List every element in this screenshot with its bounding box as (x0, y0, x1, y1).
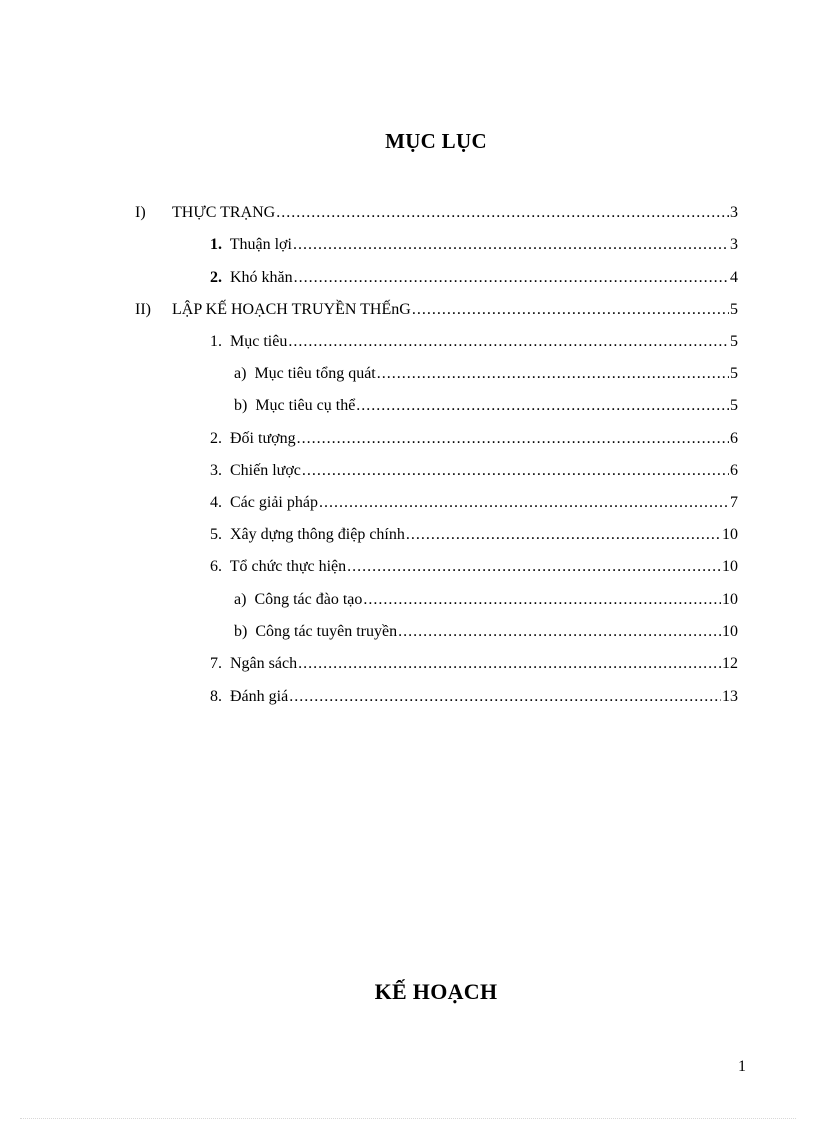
toc-label: Khó khăn (230, 269, 293, 286)
toc-number: 3. (210, 462, 222, 479)
toc-leader (406, 523, 721, 547)
toc-label: THỰC TRẠNG (172, 204, 276, 221)
toc-number: b) (234, 397, 248, 414)
toc-page: 3 (730, 204, 738, 221)
toc-row[interactable] (0, 298, 816, 322)
toc-leader (289, 685, 721, 709)
toc-leader (297, 427, 729, 451)
toc-label: Đánh giá (230, 688, 289, 705)
toc-leader (398, 620, 721, 644)
toc-leader (347, 555, 721, 579)
toc-page: 7 (730, 494, 738, 511)
toc-page: 3 (730, 236, 738, 253)
toc-row[interactable] (0, 652, 816, 676)
toc-page: 10 (722, 623, 738, 640)
toc-label: Chiến lược (230, 462, 301, 479)
toc-page: 4 (730, 269, 738, 286)
toc-number: 2. (210, 430, 222, 447)
toc-row[interactable] (0, 685, 816, 709)
toc-leader (363, 588, 721, 612)
toc-row[interactable] (0, 330, 816, 354)
toc-number: b) (234, 623, 248, 640)
section-title: KẾ HOẠCH (374, 979, 498, 1004)
toc-number: 4. (210, 494, 222, 511)
toc-leader (302, 459, 729, 483)
toc-row[interactable] (0, 523, 816, 547)
toc-label: Các giải pháp (230, 494, 318, 511)
toc-leader (319, 491, 729, 515)
toc-number: 2. (210, 269, 222, 286)
toc-page: 5 (730, 333, 738, 350)
toc-label: Mục tiêu tổng quát (254, 365, 376, 382)
toc-row[interactable] (0, 588, 816, 612)
toc-leader (288, 330, 729, 354)
toc-page: 13 (722, 688, 738, 705)
toc-row[interactable] (0, 555, 816, 579)
toc-label: Mục tiêu cụ thể (255, 397, 356, 414)
toc-number: 8. (210, 688, 222, 705)
toc-row[interactable] (0, 427, 816, 451)
toc-number: 6. (210, 558, 222, 575)
toc-number: 1. (210, 333, 222, 350)
toc-row[interactable] (0, 459, 816, 483)
toc-row[interactable] (0, 233, 816, 257)
toc-number: I) (135, 204, 146, 221)
toc-row[interactable] (0, 266, 816, 290)
toc-leader (298, 652, 721, 676)
toc-number: a) (234, 365, 247, 382)
toc-page: 10 (722, 526, 738, 543)
toc-leader (276, 201, 729, 225)
toc-label: LẬP KẾ HOẠCH TRUYỀN THẾnG (172, 301, 411, 318)
toc-page: 5 (730, 301, 738, 318)
toc-page: 10 (722, 591, 738, 608)
page-number: 1 (738, 1058, 746, 1075)
toc-page: 6 (730, 462, 738, 479)
toc-title: MỤC LỤC (385, 129, 487, 153)
toc-leader (377, 362, 729, 386)
toc-page: 10 (722, 558, 738, 575)
toc-label: Mục tiêu (230, 333, 288, 350)
toc-row[interactable] (0, 491, 816, 515)
toc-row[interactable] (0, 620, 816, 644)
toc-number: II) (135, 301, 151, 318)
toc-label: Thuận lợi (229, 236, 292, 253)
toc-label: Ngân sách (230, 655, 298, 672)
toc-label: Tổ chức thực hiện (229, 558, 347, 575)
toc-page: 12 (722, 655, 738, 672)
toc-number: 1. (210, 236, 222, 253)
toc-page: 5 (730, 397, 738, 414)
toc-leader (412, 298, 729, 322)
toc-label: Đối tượng (230, 430, 296, 447)
toc-leader (356, 394, 729, 418)
toc-leader (294, 266, 729, 290)
toc-number: 7. (210, 655, 222, 672)
toc-label: Công tác tuyên truyền (255, 623, 398, 640)
toc-page: 5 (730, 365, 738, 382)
toc-number: a) (234, 591, 247, 608)
page-bottom-divider (20, 1118, 796, 1119)
toc-label: Xây dựng thông điệp chính (230, 526, 405, 543)
toc-number: 5. (210, 526, 222, 543)
toc-label: Công tác đào tạo (254, 591, 363, 608)
table-of-contents (0, 199, 816, 719)
toc-page: 6 (730, 430, 738, 447)
toc-leader (293, 233, 729, 257)
toc-row[interactable] (0, 394, 816, 418)
toc-row[interactable] (0, 362, 816, 386)
toc-row[interactable] (0, 201, 816, 225)
